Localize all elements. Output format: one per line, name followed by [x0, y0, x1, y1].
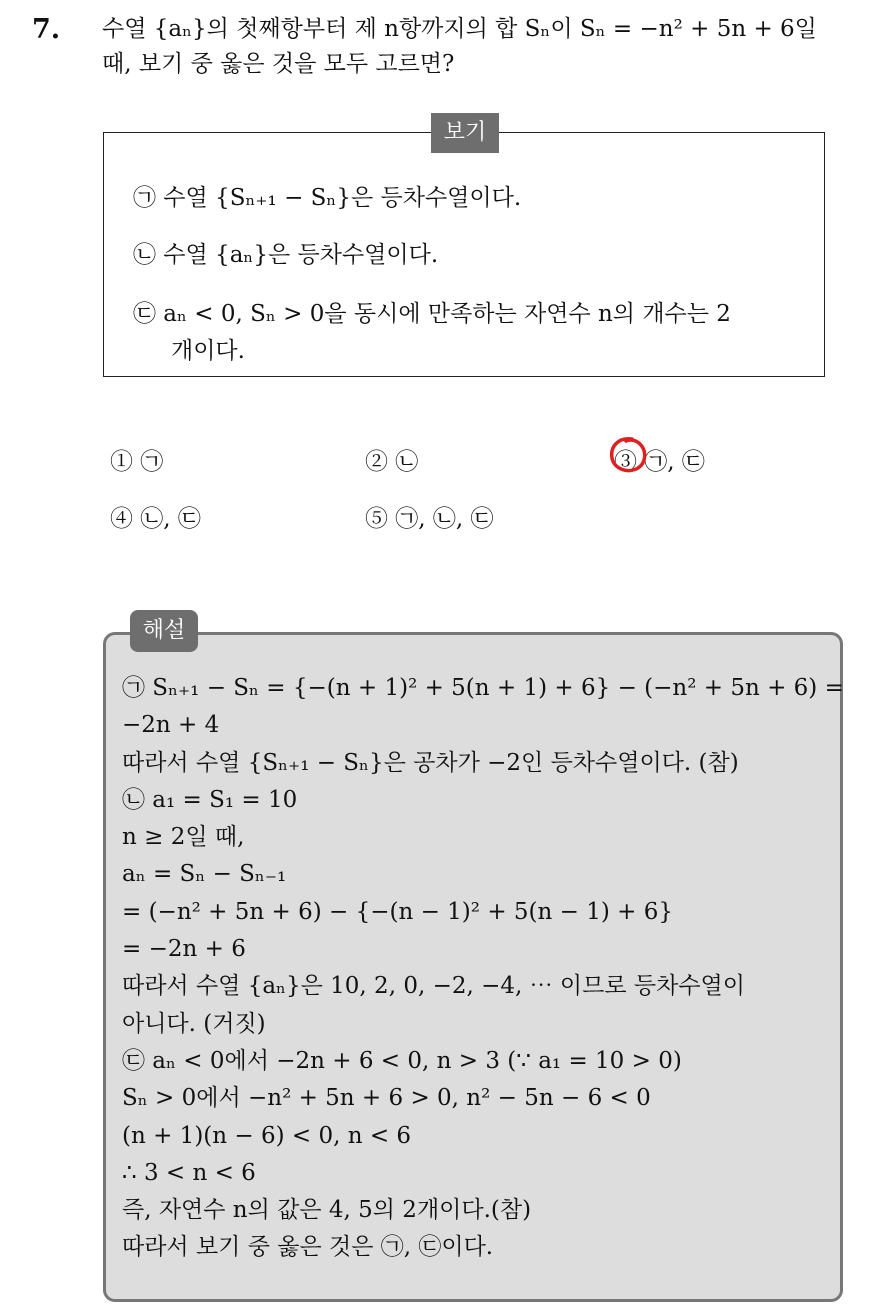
question-number: 7.	[32, 14, 61, 45]
choice-3[interactable]: ③ ㉠, ㉢	[614, 449, 705, 475]
choice-4[interactable]: ④ ㉡, ㉢	[110, 506, 201, 532]
choice-1[interactable]: ① ㉠	[110, 449, 164, 475]
bogi-item-3	[133, 296, 731, 370]
bogi-item-2-text: ㉡ 수열 {aₙ}은 등차수열이다.	[133, 242, 439, 268]
question-line-2: 때, 보기 중 옳은 것을 모두 고르면?	[102, 51, 455, 77]
bogi-item-1	[133, 180, 521, 217]
choice-5[interactable]: ⑤ ㉠, ㉡, ㉢	[365, 506, 494, 532]
solution-line: aₙ = Sₙ − Sₙ₋₁	[122, 861, 287, 888]
bogi-item-2	[133, 237, 438, 274]
solution-line: Sₙ > 0에서 −n² + 5n + 6 > 0, n² − 5n − 6 < 0	[122, 1085, 651, 1112]
bogi-item-1-text: ㉠ 수열 {Sₙ₊₁ − Sₙ}은 등차수열이다.	[133, 185, 522, 211]
solution-line: 따라서 수열 {aₙ}은 10, 2, 0, −2, −4, ⋯ 이므로 등차수열이	[122, 973, 745, 1000]
choice-2[interactable]: ② ㉡	[365, 449, 419, 475]
bogi-item-3-text: ㉢ aₙ < 0, Sₙ > 0을 동시에 만족하는 자연수 n의 개수는 2	[133, 301, 731, 327]
solution-line: 즉, 자연수 n의 값은 4, 5의 2개이다.(참)	[122, 1197, 532, 1224]
solution-lines	[122, 670, 844, 1267]
question-stem	[102, 12, 872, 82]
solution-line: = −2n + 6	[122, 936, 246, 963]
solution-line: ∴ 3 < n < 6	[122, 1159, 256, 1186]
solution-line: 따라서 수열 {Sₙ₊₁ − Sₙ}은 공차가 −2인 등차수열이다. (참)	[122, 749, 739, 776]
solution-line: ㉠ Sₙ₊₁ − Sₙ = {−(n + 1)² + 5(n + 1) + 6} − (−n² + 5n + 6) =	[122, 675, 844, 701]
solution-line: = (−n² + 5n + 6) − {−(n − 1)² + 5(n − 1) + 6}	[122, 898, 673, 925]
solution-line: 따라서 보기 중 옳은 것은 ㉠, ㉢이다.	[122, 1234, 494, 1261]
solution-line: n ≥ 2일 때,	[122, 824, 245, 851]
solution-line: ㉢ aₙ < 0에서 −2n + 6 < 0, n > 3 (∵ a₁ = 10 > 0)	[122, 1047, 682, 1074]
bogi-item-3-text-cont: 개이다.	[171, 338, 245, 364]
solution-line: ㉡ a₁ = S₁ = 10	[122, 786, 298, 813]
solution-line: 아니다. (거짓)	[122, 1010, 266, 1037]
solution-title: 해설	[130, 610, 198, 652]
bogi-title: 보기	[431, 113, 499, 153]
question-line-1: 수열 {aₙ}의 첫째항부터 제 n항까지의 합 Sₙ이 Sₙ = −n² + 5n + 6일	[102, 16, 817, 42]
solution-line: (n + 1)(n − 6) < 0, n < 6	[122, 1122, 412, 1149]
answer-mark-icon	[606, 433, 650, 477]
solution-line: −2n + 4	[122, 712, 220, 739]
